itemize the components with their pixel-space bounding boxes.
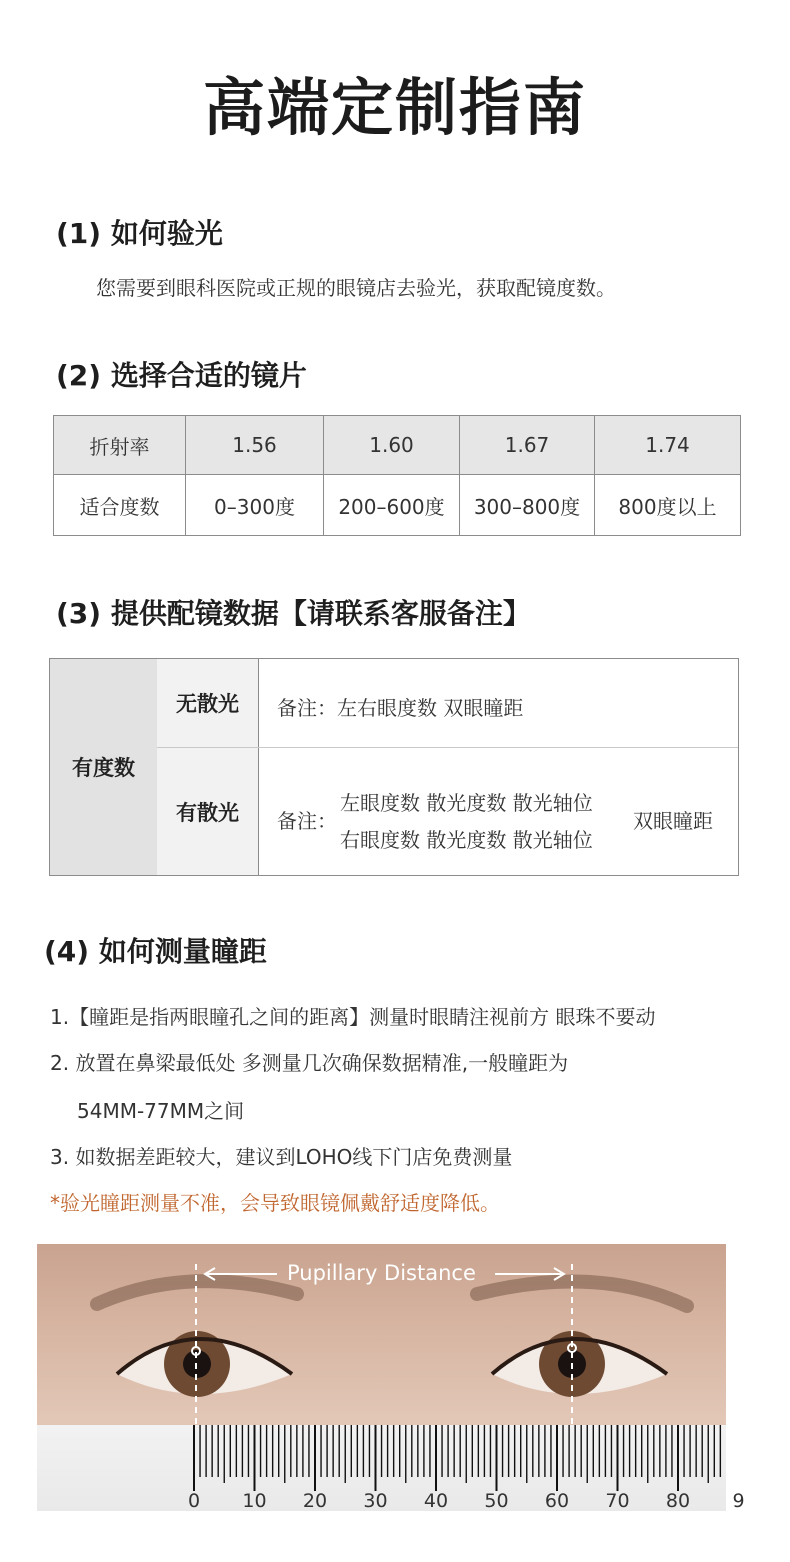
ruler-number: 40 <box>423 1490 449 1512</box>
table-cell: 200–600度 <box>324 475 460 536</box>
section-heading-pd: (4) 如何测量瞳距 <box>44 935 267 968</box>
ruler-ticks <box>37 1425 745 1512</box>
divider <box>157 747 738 748</box>
section-heading-eye-exam: (1) 如何验光 <box>56 217 223 250</box>
section-heading-prescription: (3) 提供配镜数据【请联系客服备注】 <box>56 597 531 630</box>
ruler-number: 70 <box>605 1490 630 1512</box>
list-item: 1.【瞳距是指两眼瞳孔之间的距离】测量时眼睛注视前方 眼珠不要动 <box>50 1005 656 1029</box>
row-label-astigmatism: 有散光 <box>157 748 258 875</box>
ruler <box>37 1425 745 1512</box>
ruler-number: 20 <box>302 1490 328 1512</box>
row-note-suffix: 双眼瞳距 <box>633 809 713 833</box>
table-row <box>54 416 741 475</box>
ruler-number: 10 <box>242 1490 267 1512</box>
page-title: 高端定制指南 <box>202 71 587 144</box>
row-note-prefix: 备注： <box>277 809 337 833</box>
row-label-no-astigmatism: 无散光 <box>157 659 258 747</box>
table-row <box>54 475 741 536</box>
table-cell: 折射率 <box>54 416 186 475</box>
section-heading-lens: (2) 选择合适的镜片 <box>56 359 307 392</box>
table-cell: 1.67 <box>460 416 595 475</box>
ruler-number: 9 <box>732 1490 745 1512</box>
table-cell: 300–800度 <box>460 475 595 536</box>
divider <box>258 659 259 875</box>
row-note-line-1: 左眼度数 散光度数 散光轴位 <box>340 791 593 815</box>
table-cell: 1.60 <box>324 416 460 475</box>
table-cell: 0–300度 <box>186 475 324 536</box>
section-text-eye-exam: 您需要到眼科医院或正规的眼镜店去验光，获取配镜度数。 <box>96 276 616 300</box>
table-cell: 1.74 <box>595 416 741 475</box>
pd-label: Pupillary Distance <box>287 1261 476 1285</box>
ruler-number: 0 <box>187 1490 201 1512</box>
ruler-number: 50 <box>484 1490 509 1512</box>
table-cell: 适合度数 <box>54 475 186 536</box>
table-cell: 800度以上 <box>595 475 741 536</box>
ruler-number: 30 <box>363 1490 388 1512</box>
list-item: 54MM-77MM之间 <box>77 1099 245 1123</box>
row-note-no-astigmatism: 备注：左右眼度数 双眼瞳距 <box>277 696 524 720</box>
list-item: 2. 放置在鼻梁最低处 多测量几次确保数据精准,一般瞳距为 <box>50 1051 569 1075</box>
warning-text: *验光瞳距测量不准，会导致眼镜佩戴舒适度降低。 <box>50 1191 500 1215</box>
row-note-line-2: 右眼度数 散光度数 散光轴位 <box>340 828 593 852</box>
ruler-number: 60 <box>544 1490 570 1512</box>
table-cell: 1.56 <box>186 416 324 475</box>
lens-index-table <box>53 415 741 536</box>
list-item: 3. 如数据差距较大，建议到LOHO线下门店免费测量 <box>50 1145 513 1169</box>
prescription-table <box>49 658 739 876</box>
pupillary-distance-photo <box>37 1244 745 1512</box>
group-label: 有度数 <box>50 659 157 875</box>
ruler-number: 80 <box>665 1490 691 1512</box>
